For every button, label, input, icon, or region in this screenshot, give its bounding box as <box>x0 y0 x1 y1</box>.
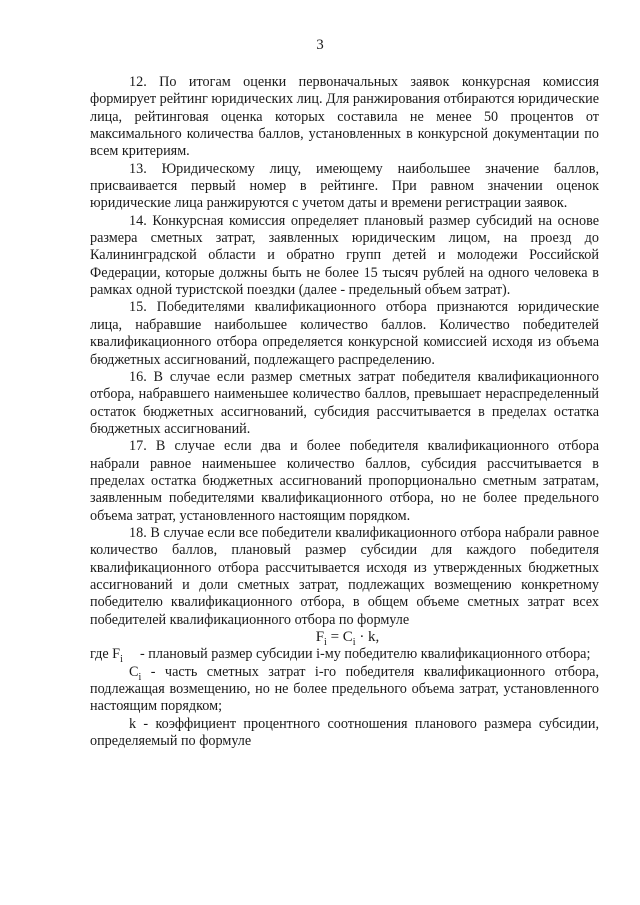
paragraph-12: 12. По итогам оценки первоначальных заявок конкурсная комиссия формирует рейтинг юридических лиц. Для ранжирования отбираются юридические лица, рейтинговая оценка которых составила не менее 50 процентов от максимального количества баллов, установленных в конкурсной документации по всем критериям. <box>90 74 599 160</box>
paragraph-18: 18. В случае если все победители квалификационного отбора набрали равное количество баллов, плановый размер субсидии для каждого победителя квалификационного отбора рассчитывается исходя из утвержденных бюджетных ассигнований и доли сметных затрат, подлежащих возмещению конкретному победителю квалификационного отбора, в общем объеме сметных затрат всех победителей квалификационного отбора по формуле <box>90 524 599 628</box>
formula-f: F <box>315 629 325 645</box>
definition-fi-term <box>90 646 123 666</box>
paragraph-15: 15. Победителями квалификационного отбора признаются юридические лица, набравшие наибольшее количество баллов. Количество победителей квалификационного отбора определяется конкурсной комиссией исходя из объема бюджетных ассигнований, подлежащего распределению. <box>90 299 599 368</box>
definition-fi-sub: i <box>120 654 123 666</box>
definition-k-lead: k <box>129 715 137 732</box>
definition-fi-lead: где F <box>90 646 121 663</box>
definition-fi-text: - плановый размер субсидии i-му победителю квалификационного отбора; <box>140 646 591 663</box>
paragraph-13: 13. Юридическому лицу, имеющему наибольшее значение баллов, присваивается первый номер в рейтинге. При равном значении оценок юридические лица ранжируются с учетом даты и времени регистрации заявок. <box>90 160 599 212</box>
definition-fi <box>90 646 599 666</box>
formula-sub-i: i <box>324 636 327 648</box>
formula-fi <box>90 629 599 646</box>
definition-ci-sub: i <box>138 671 142 683</box>
paragraph-17: 17. В случае если два и более победителя квалификационного отбора набрали равное наименьшее количество баллов, субсидия рассчитывается в пределах остатка бюджетных ассигнований пропорционально сметным затратам, заявленным победителями квалификационного отбора, но не более предельного объема затрат, установленного настоящим порядком. <box>90 438 599 524</box>
page-number: 3 <box>316 37 324 53</box>
definition-ci-lead: C <box>129 663 139 680</box>
formula-eq-c: = C <box>326 629 353 645</box>
definition-k <box>90 716 599 751</box>
paragraph-16: 16. В случае если размер сметных затрат победителя квалификационного отбора, набравшего наименьшее количество баллов, превышает нераспределенный остаток бюджетных ассигнований, субсидия рассчитывается в пределах остатка бюджетных ассигнований. <box>90 368 599 437</box>
paragraph-14: 14. Конкурсная комиссия определяет плановый размер субсидий на основе размера сметных затрат, заявленных юридическим лицом, на проезд до Калининградской области и обратно групп детей и молодежи Российской Федерации, которые должны быть не более 15 тысяч рублей на одного человека в рамках одной туристской поездки (далее - предельный объем затрат). <box>90 212 599 299</box>
formula-sub-i-2: i <box>352 636 356 648</box>
document-body <box>90 74 599 750</box>
formula-k: · k, <box>355 629 380 645</box>
definition-ci-text: - часть сметных затрат i-го победителя квалификационного отбора, подлежащая возмещению, но не более предельного объема затрат, установленного настоящим порядком; <box>90 663 600 715</box>
definition-ci <box>90 664 599 716</box>
definition-k-text: - коэффициент процентного соотношения планового размера субсидии, определяемый по формуле <box>90 715 599 750</box>
